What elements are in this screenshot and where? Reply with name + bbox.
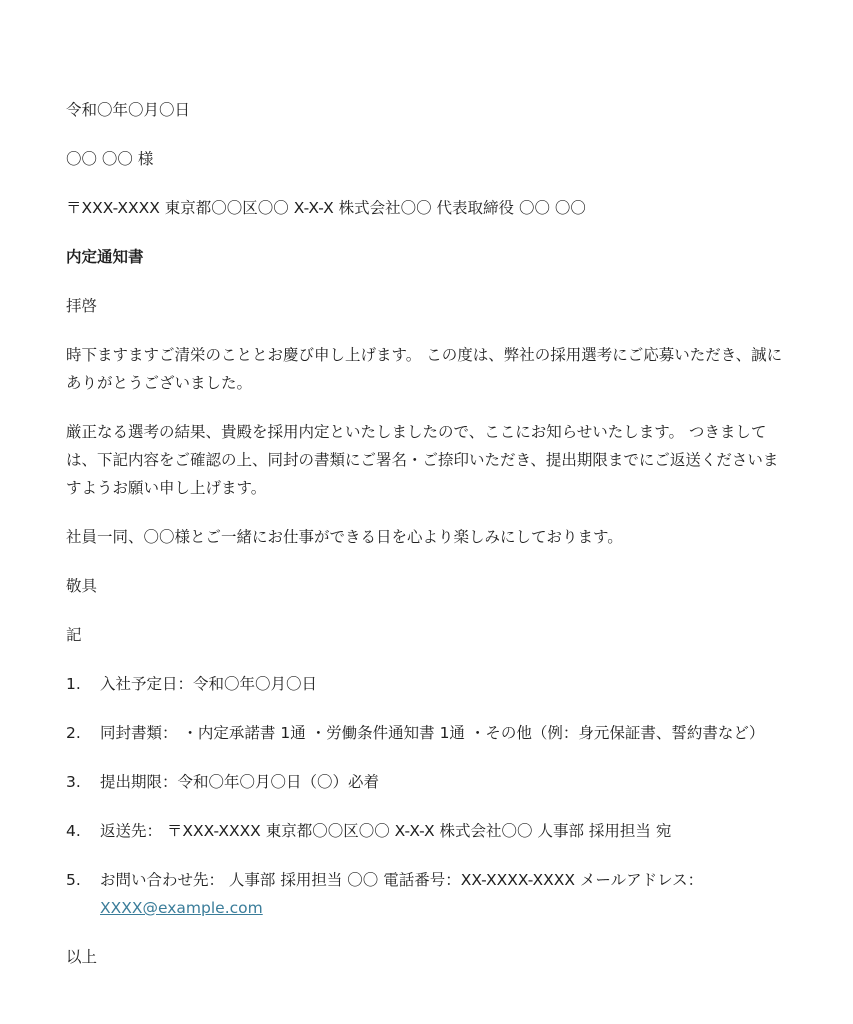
contact-text: お問い合わせ先： 人事部 採用担当 〇〇 電話番号：XX-XXXX-XXXX メールアドレス： — [100, 871, 704, 889]
body-paragraph-greeting: 時下ますますご清栄のこととお慶び申し上げます。 この度は、弊社の採用選考にご応募いただき、誠にありがとうございました。 — [66, 346, 783, 392]
list-item-text: 返送先： 〒XXX-XXXX 東京都〇〇区〇〇 X-X-X 株式会社〇〇 人事部 採用担当 宛 — [100, 822, 672, 840]
list-item-number: 1. — [66, 675, 81, 693]
list-item — [66, 670, 787, 698]
list-item-number: 2. — [66, 724, 81, 742]
list-item-text: 同封書類： ・内定承諾書 1通 ・労働条件通知書 1通 ・その他（例：身元保証書、誓約書など） — [100, 724, 765, 742]
list-item-number: 5. — [66, 871, 81, 889]
list-item-number: 3. — [66, 773, 81, 791]
list-item-text: 入社予定日：令和〇年〇月〇日 — [100, 675, 318, 693]
document-title: 内定通知書 — [66, 248, 144, 266]
list-item — [66, 719, 787, 747]
body-paragraph-notice: 厳正なる選考の結果、貴殿を採用内定といたしましたので、ここにお知らせいたします。 つきましては、下記内容をご確認の上、同封の書類にご署名・ご捺印いただき、提出期限までにご返送くださいますようお願い申し上げます。 — [66, 423, 779, 497]
recipient-name: 〇〇 〇〇 様 — [66, 150, 154, 168]
document-date: 令和〇年〇月〇日 — [66, 101, 191, 119]
list-item — [66, 866, 787, 922]
list-item — [66, 768, 787, 796]
list-item-number: 4. — [66, 822, 81, 840]
list-item — [66, 817, 787, 845]
closing-salutation: 敬具 — [66, 577, 98, 595]
opening-salutation: 拝啓 — [66, 297, 98, 315]
list-item-text: 提出期限：令和〇年〇月〇日（〇）必着 — [100, 773, 380, 791]
list-item-text — [100, 866, 787, 922]
details-list — [66, 670, 787, 922]
body-paragraph-welcome: 社員一同、〇〇様とご一緒にお仕事ができる日を心より楽しみにしております。 — [66, 528, 623, 546]
email-link[interactable]: XXXX@example.com — [100, 899, 263, 917]
ki-heading: 記 — [66, 626, 82, 644]
end-mark: 以上 — [66, 948, 98, 966]
sender-address: 〒XXX-XXXX 東京都〇〇区〇〇 X-X-X 株式会社〇〇 代表取締役 〇〇 〇〇 — [66, 199, 586, 217]
